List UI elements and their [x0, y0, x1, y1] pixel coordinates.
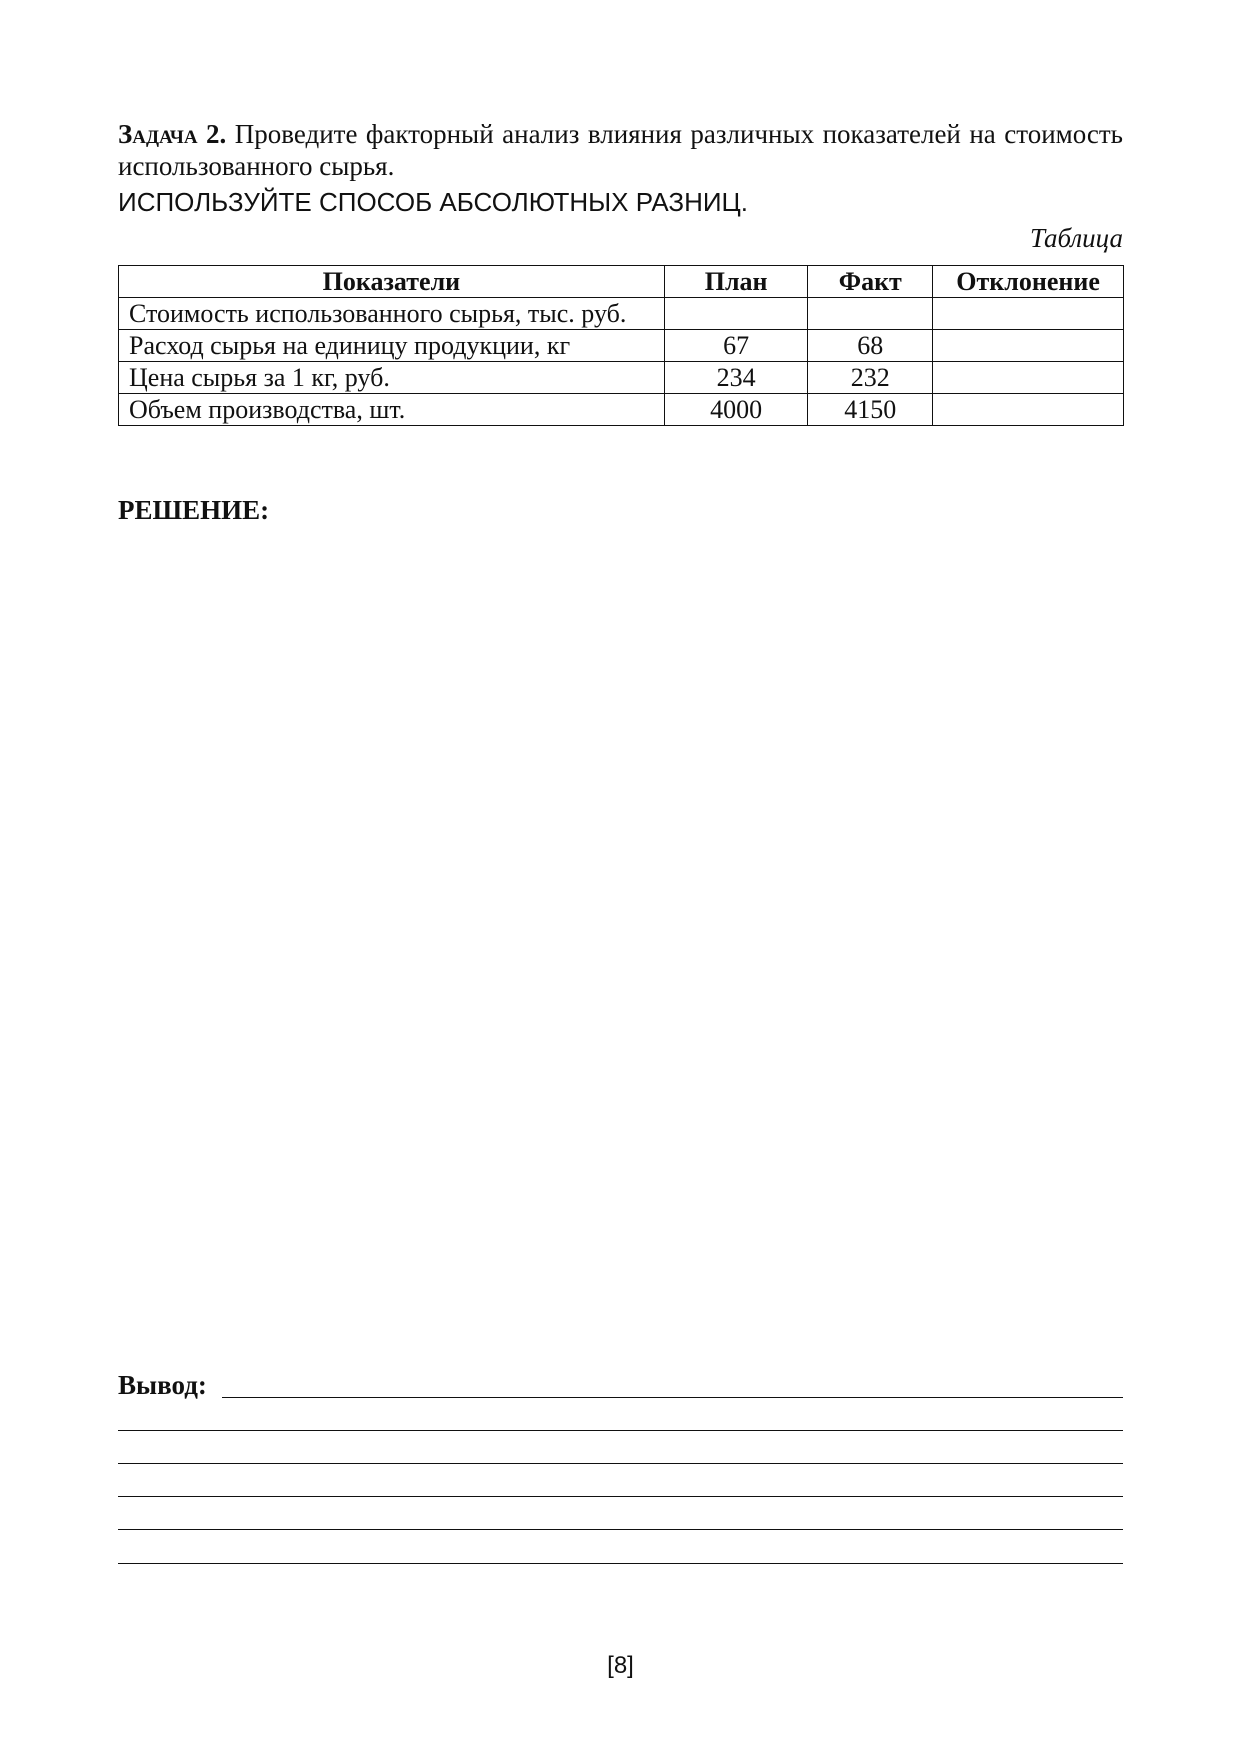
conclusion-line[interactable]	[118, 1563, 1123, 1564]
row-deviation	[933, 298, 1124, 330]
table-row	[119, 330, 1124, 362]
page-number: [8]	[607, 1652, 634, 1679]
solution-heading: РЕШЕНИЕ:	[118, 495, 270, 525]
task-instruction: ИСПОЛЬЗУЙТЕ СПОСОБ АБСОЛЮТНЫХ РАЗНИЦ.	[118, 187, 749, 217]
table-row	[119, 394, 1124, 426]
header-fact: Факт	[808, 266, 933, 298]
conclusion-line[interactable]	[118, 1430, 1123, 1431]
header-deviation: Отклонение	[933, 266, 1124, 298]
table-row	[119, 298, 1124, 330]
row-indicator: Объем производства, шт.	[119, 394, 665, 426]
task-label: Задача 2.	[118, 119, 227, 149]
row-deviation	[933, 330, 1124, 362]
row-indicator: Стоимость использованного сырья, тыс. руб.	[119, 298, 665, 330]
row-plan	[664, 298, 808, 330]
row-fact: 4150	[808, 394, 933, 426]
row-fact	[808, 298, 933, 330]
table-row	[119, 362, 1124, 394]
row-plan: 67	[664, 330, 808, 362]
row-plan: 4000	[664, 394, 808, 426]
row-indicator: Расход сырья на единицу продукции, кг	[119, 330, 665, 362]
conclusion-label: Вывод:	[118, 1370, 207, 1400]
header-indicators: Показатели	[119, 266, 665, 298]
task-text: Проведите факторный анализ влияния различных показателей на стоимость использованного сырья.	[118, 119, 1123, 181]
conclusion-line[interactable]	[118, 1463, 1123, 1464]
task-statement	[118, 118, 1123, 182]
conclusion-line[interactable]	[118, 1496, 1123, 1497]
row-deviation	[933, 362, 1124, 394]
row-deviation	[933, 394, 1124, 426]
conclusion-line[interactable]	[118, 1529, 1123, 1530]
row-indicator: Цена сырья за 1 кг, руб.	[119, 362, 665, 394]
indicators-table	[118, 265, 1124, 426]
row-plan: 234	[664, 362, 808, 394]
header-plan: План	[664, 266, 808, 298]
conclusion-line[interactable]	[222, 1397, 1123, 1398]
row-fact: 232	[808, 362, 933, 394]
row-fact: 68	[808, 330, 933, 362]
table-header-row	[119, 266, 1124, 298]
table-caption: Таблица	[1029, 223, 1123, 253]
